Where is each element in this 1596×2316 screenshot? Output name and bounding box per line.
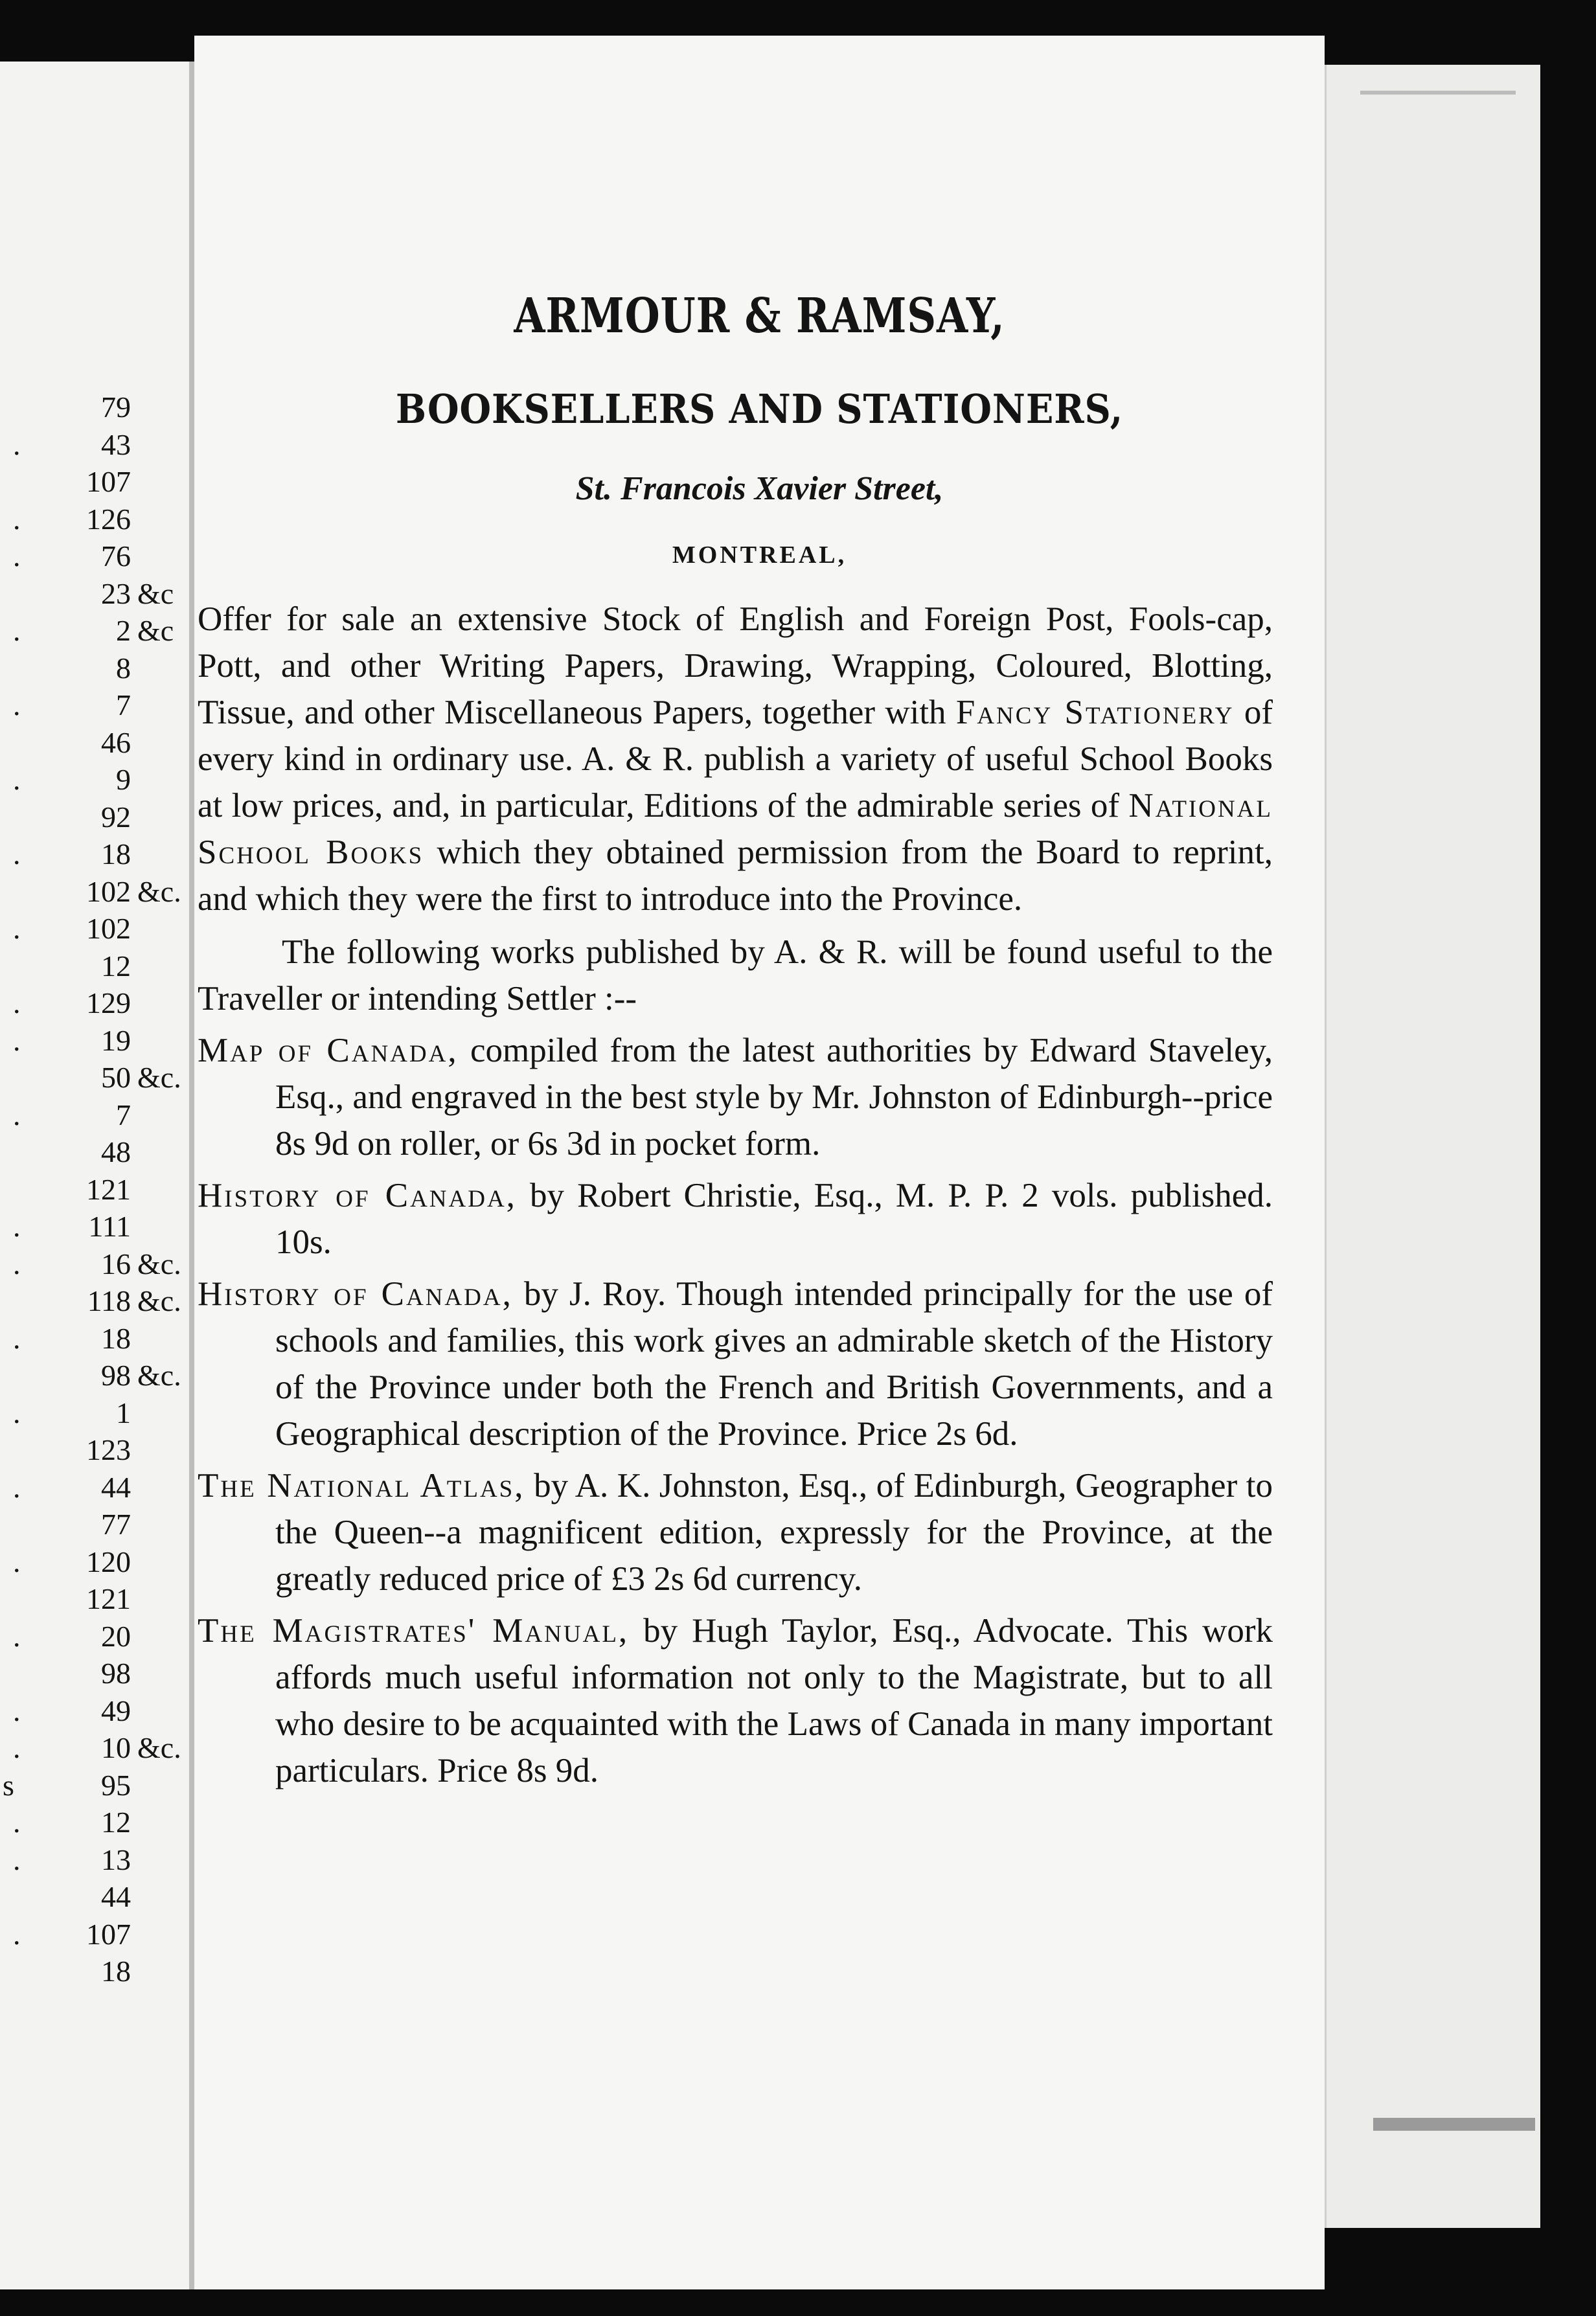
index-page-number: 121 <box>86 1582 131 1615</box>
index-page-number: 126 <box>86 502 131 536</box>
index-row <box>0 948 214 985</box>
index-row <box>0 1431 214 1469</box>
index-page-number: 77 <box>101 1508 131 1541</box>
index-row <box>0 1357 214 1394</box>
index-etc: &c. <box>137 1731 181 1764</box>
advertisement-body <box>198 596 1273 1794</box>
entry-title: History of Canada, <box>198 1275 513 1313</box>
index-page-number: 12 <box>101 1806 131 1839</box>
next-page-edge <box>1325 65 1540 2228</box>
index-row <box>0 687 214 724</box>
index-leader: . <box>13 1619 21 1653</box>
index-etc: &c <box>137 576 174 610</box>
index-column <box>0 389 214 1990</box>
street-address: St. Francois Xavier Street, <box>575 470 944 507</box>
national-school-books: National School Books <box>198 787 1273 871</box>
index-page-number: 7 <box>116 1098 131 1131</box>
page-edge-bar <box>1373 2118 1535 2131</box>
entry-history-christie <box>198 1172 1273 1266</box>
index-page-number: 107 <box>86 1917 131 1951</box>
index-row <box>0 501 214 538</box>
index-row <box>0 835 214 873</box>
index-page-number: 120 <box>86 1545 131 1578</box>
intro-paragraph <box>198 596 1273 922</box>
index-leader: . <box>13 1023 21 1057</box>
index-page-number: 98 <box>101 1657 131 1690</box>
index-row <box>0 984 214 1022</box>
index-page-number: 95 <box>101 1768 131 1802</box>
entry-text: by Hugh Taylor, Esq., Advocate. This work affords much useful information not only to the Magistrate, but to all who desire to be acquainted with the Laws of Canada in many important particulars. Price 8s 9d. <box>275 1612 1273 1789</box>
index-leader: . <box>13 763 21 796</box>
entry-magistrates-manual <box>198 1607 1273 1794</box>
index-page-number: 121 <box>86 1172 131 1206</box>
index-row <box>0 1022 214 1060</box>
index-row <box>0 1245 214 1283</box>
index-row <box>0 1171 214 1209</box>
index-page-number: 20 <box>101 1619 131 1653</box>
index-leader: . <box>13 539 21 573</box>
index-row <box>0 1320 214 1357</box>
index-page-number: 92 <box>101 800 131 834</box>
index-row <box>0 1767 214 1804</box>
index-row <box>0 1916 214 1953</box>
index-row <box>0 389 214 426</box>
index-row <box>0 463 214 501</box>
following-paragraph: The following works published by A. & R. will be found useful to the Traveller or intending Settler :-- <box>198 933 1273 1017</box>
index-page-number: 18 <box>101 1321 131 1355</box>
fancy-stationery: Fancy Stationery <box>955 694 1235 731</box>
index-leader: . <box>13 986 21 1019</box>
index-leader: . <box>13 1843 21 1876</box>
index-page-number: 98 <box>101 1359 131 1392</box>
index-page-number: 18 <box>101 1955 131 1988</box>
index-leader: . <box>13 1321 21 1355</box>
index-row <box>0 612 214 650</box>
index-leader: . <box>13 912 21 945</box>
index-row <box>0 1655 214 1692</box>
index-page-number: 102 <box>86 874 131 908</box>
index-row <box>0 1133 214 1171</box>
index-page-number: 123 <box>86 1433 131 1466</box>
index-leader: . <box>13 1917 21 1951</box>
city-name: MONTREAL, <box>672 541 847 569</box>
index-etc: &c <box>137 614 174 647</box>
entry-text: by Robert Christie, Esq., M. P. P. 2 vols. published. 10s. <box>275 1177 1273 1261</box>
index-row <box>0 1059 214 1096</box>
index-row <box>0 761 214 799</box>
index-row <box>0 426 214 464</box>
index-etc: &c. <box>137 1061 181 1094</box>
index-leader: . <box>13 837 21 870</box>
index-row <box>0 1543 214 1581</box>
index-row <box>0 1804 214 1841</box>
index-row <box>0 1469 214 1506</box>
index-row <box>0 1208 214 1245</box>
index-row <box>0 1394 214 1432</box>
index-page-number: 107 <box>86 465 131 498</box>
index-page-number: 18 <box>101 837 131 870</box>
index-leader: . <box>13 1545 21 1578</box>
index-row <box>0 1953 214 1990</box>
index-row <box>0 1618 214 1655</box>
index-page-number: 1 <box>116 1396 131 1429</box>
index-leader: . <box>13 427 21 461</box>
index-etc: &c. <box>137 874 181 908</box>
index-page-number: 44 <box>101 1470 131 1504</box>
index-row <box>0 1580 214 1618</box>
index-row <box>0 910 214 948</box>
index-leader: . <box>13 688 21 721</box>
index-row <box>0 575 214 613</box>
index-page-number: 49 <box>101 1694 131 1727</box>
index-leader: . <box>13 502 21 536</box>
index-leader: . <box>13 1731 21 1764</box>
index-page-number: 13 <box>101 1843 131 1876</box>
entry-text: compiled from the latest authorities by Edward Staveley, Esq., and engraved in the best style by Mr. Johnston of Edinburgh--price 8s 9d on roller, or 6s 3d in pocket form. <box>275 1032 1273 1163</box>
index-leader: . <box>13 1210 21 1243</box>
index-row <box>0 1878 214 1916</box>
index-leader: . <box>13 1396 21 1429</box>
index-etc: &c. <box>137 1359 181 1392</box>
entry-text: by A. K. Johnston, Esq., of Edinburgh, Geographer to the Queen--a magnificent edition, expressly for the Province, at the greatly reduced price of £3 2s 6d currency. <box>275 1467 1273 1598</box>
index-page-number: 50 <box>101 1061 131 1094</box>
entry-text: by J. Roy. Though intended principally for the use of schools and families, this work gives an admirable sketch of the History of the Province under both the French and British Governments, and a Geographical description of the Province. Price 2s 6d. <box>275 1275 1273 1453</box>
index-leader: . <box>13 1806 21 1839</box>
index-row <box>0 1692 214 1730</box>
index-row <box>0 1282 214 1320</box>
index-page-number: 129 <box>86 986 131 1019</box>
entry-history-roy <box>198 1271 1273 1457</box>
entry-map-of-canada <box>198 1027 1273 1167</box>
index-page-number: 111 <box>88 1210 131 1243</box>
index-etc: &c. <box>137 1284 181 1317</box>
index-leader: s <box>3 1768 14 1802</box>
intro-text-3: which they obtained permission from the Board to reprint, and which they were the first to introduce into the Province. <box>198 834 1273 918</box>
index-row <box>0 724 214 762</box>
page-title: ARMOUR & RAMSAY, <box>514 288 1005 344</box>
index-page-number: 102 <box>86 912 131 945</box>
index-leader: . <box>13 1247 21 1280</box>
index-page-number: 19 <box>101 1023 131 1057</box>
entry-title: The National Atlas, <box>198 1467 525 1504</box>
index-leader: . <box>13 1098 21 1131</box>
entry-title: History of Canada, <box>198 1177 517 1214</box>
index-leader: . <box>13 1470 21 1504</box>
index-page-number: 8 <box>116 651 131 685</box>
index-page-number: 16 <box>101 1247 131 1280</box>
index-row <box>0 538 214 575</box>
entry-title: Map of Canada, <box>198 1032 459 1069</box>
index-row <box>0 650 214 687</box>
index-page-number: 76 <box>101 539 131 573</box>
index-row <box>0 1841 214 1879</box>
index-row <box>0 1096 214 1134</box>
index-leader: . <box>13 1694 21 1727</box>
index-page-number: 43 <box>101 427 131 461</box>
page-edge-rule <box>1360 91 1516 95</box>
index-leader: . <box>13 614 21 647</box>
index-row <box>0 873 214 911</box>
index-row <box>0 1729 214 1767</box>
index-page-number: 10 <box>101 1731 131 1764</box>
index-page-number: 12 <box>101 949 131 982</box>
intro-text-1: Offer for sale an extensive Stock of English and Foreign Post, Fools-cap, Pott, and other Writing Papers, Drawing, Wrapping, Coloured, Blotting, Tissue, and other Miscellaneous Papers, together with <box>198 600 1273 731</box>
index-page-number: 48 <box>101 1135 131 1168</box>
entry-title: The Magistrates' Manual, <box>198 1612 630 1650</box>
entry-national-atlas <box>198 1462 1273 1602</box>
index-page-number: 79 <box>101 391 131 424</box>
index-page-number: 7 <box>116 688 131 721</box>
index-page-number: 23 <box>101 576 131 610</box>
index-etc: &c. <box>137 1247 181 1280</box>
index-page-number: 9 <box>116 763 131 796</box>
index-row <box>0 799 214 836</box>
index-row <box>0 1506 214 1543</box>
index-page-number: 46 <box>101 725 131 759</box>
index-page-number: 2 <box>116 614 131 647</box>
index-page-number: 118 <box>87 1284 131 1317</box>
intro-text-2: of every kind in ordinary use. A. & R. publish a variety of useful School Books at low prices, and, in particular, Editions of the admirable series of <box>198 694 1273 824</box>
index-page-number: 44 <box>101 1880 131 1913</box>
page-subtitle: BOOKSELLERS AND STATIONERS, <box>395 385 1124 433</box>
